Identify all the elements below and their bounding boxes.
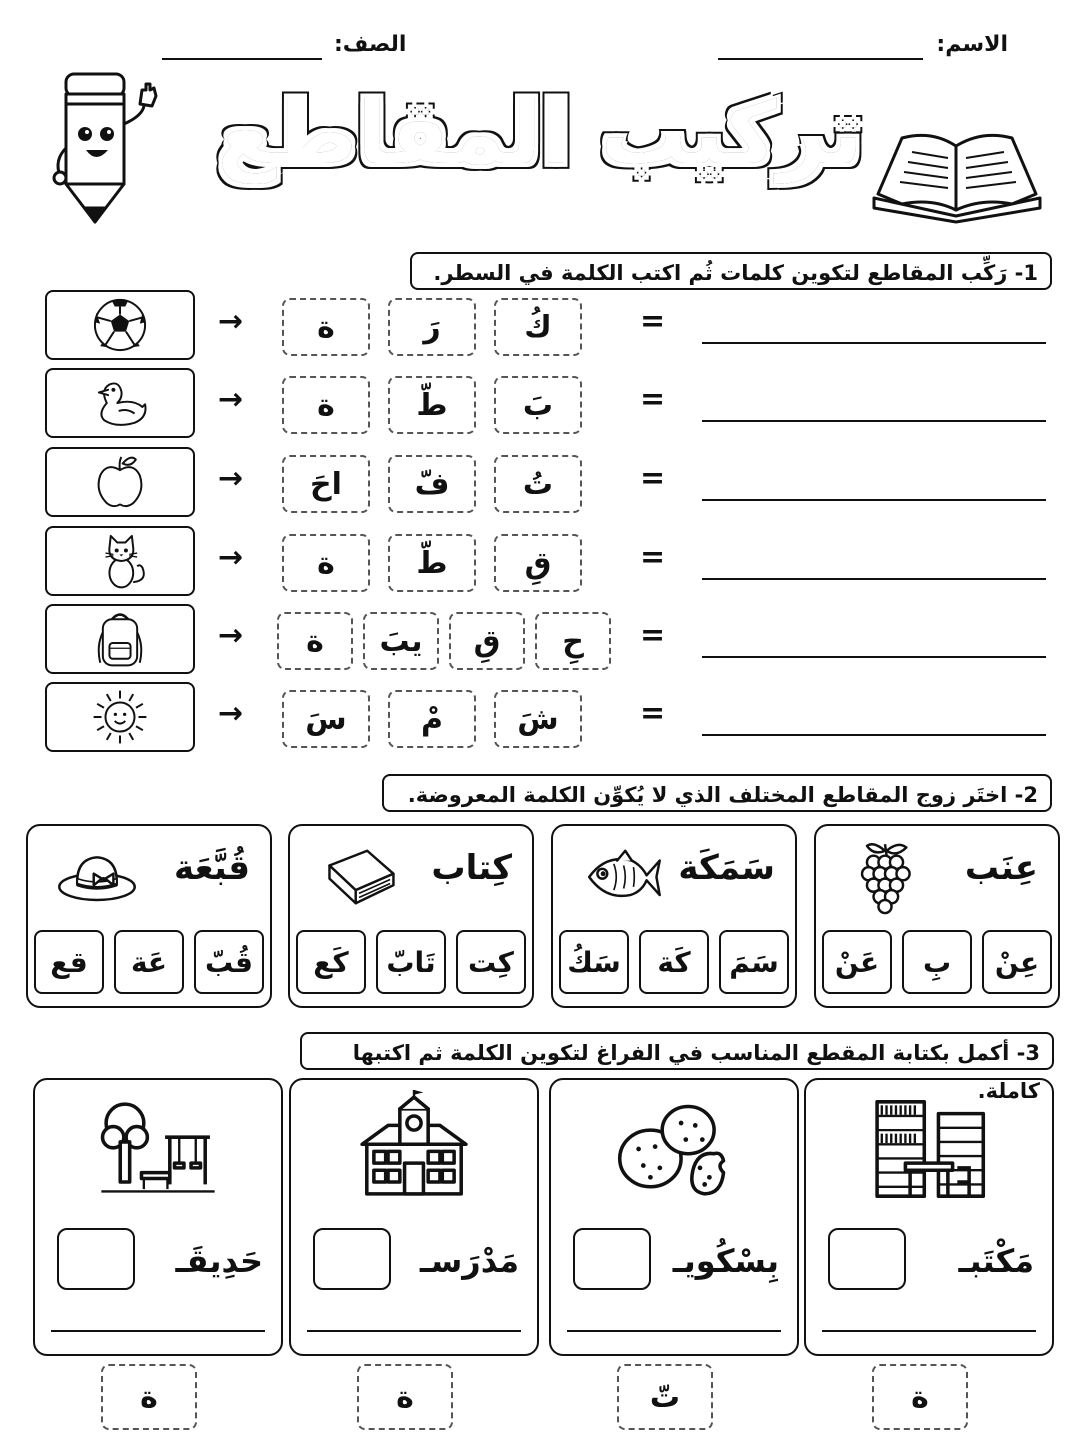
syllable-option[interactable]: سَمَ — [719, 930, 789, 994]
hint-syllable: تّ — [617, 1364, 713, 1430]
grapes-icon — [835, 836, 935, 918]
syllable-option[interactable]: قع — [34, 930, 104, 994]
card-word: سَمَكَة — [678, 848, 775, 888]
equals-sign: = — [640, 461, 666, 496]
answer-line[interactable] — [702, 420, 1046, 422]
card-word: قُبَّعَة — [174, 848, 250, 888]
syllable-box[interactable]: حِ — [535, 612, 611, 670]
hint-syllable: ة — [357, 1364, 453, 1430]
syllable-box[interactable]: طّ — [388, 376, 476, 434]
equals-sign: = — [640, 618, 666, 653]
section2-instruction: 2- اختَر زوج المقاطع المختلف الذي لا يُكوِّن الكلمة المعروضة. — [382, 774, 1052, 812]
card-picture — [824, 1088, 1034, 1210]
library-icon — [829, 1090, 1029, 1208]
open-book-icon — [872, 124, 1042, 224]
picture-box — [45, 290, 195, 360]
partial-word: مَدْرَسـ — [419, 1242, 519, 1280]
picture-box — [45, 604, 195, 674]
blank-box[interactable] — [573, 1228, 651, 1290]
pencil-mascot-icon — [52, 64, 172, 229]
syllable-box[interactable]: يبَ — [363, 612, 439, 670]
syllable-option[interactable]: كِت — [456, 930, 526, 994]
card-icon — [830, 832, 940, 922]
answer-line[interactable] — [702, 656, 1046, 658]
syllable-option[interactable]: سَكُ — [559, 930, 629, 994]
picture-box — [45, 526, 195, 596]
apple-icon — [87, 449, 153, 515]
answer-line[interactable] — [702, 578, 1046, 580]
syllable-box[interactable]: ة — [282, 534, 370, 592]
blank-box[interactable] — [57, 1228, 135, 1290]
syllable-box[interactable]: فّ — [388, 455, 476, 513]
section3-instruction: 3- أكمل بكتابة المقطع المناسب في الفراغ لتكوين الكلمة ثم اكتبها كاملة. — [300, 1032, 1054, 1070]
syllable-option[interactable]: بِ — [902, 930, 972, 994]
hint-syllable: ة — [872, 1364, 968, 1430]
card-picture — [569, 1088, 779, 1210]
duck-icon — [87, 370, 153, 436]
syllable-box[interactable]: ة — [282, 298, 370, 356]
class-line[interactable] — [162, 58, 322, 60]
answer-line[interactable] — [567, 1330, 781, 1332]
book-icon — [309, 836, 409, 918]
answer-line[interactable] — [702, 342, 1046, 344]
arrow-icon: → — [218, 540, 244, 575]
card-icon — [42, 832, 152, 922]
park-icon — [58, 1090, 258, 1208]
card-icon — [304, 832, 414, 922]
card-picture — [53, 1088, 263, 1210]
answer-line[interactable] — [307, 1330, 521, 1332]
picture-box — [45, 368, 195, 438]
syllable-box[interactable]: سَ — [282, 690, 370, 748]
syllable-box[interactable]: طّ — [388, 534, 476, 592]
worksheet-title: تركيب المقاطع — [217, 84, 863, 184]
answer-line[interactable] — [702, 499, 1046, 501]
arrow-icon: → — [218, 618, 244, 653]
answer-line[interactable] — [822, 1330, 1036, 1332]
partial-word: مَكْتَبـ — [958, 1242, 1034, 1280]
syllable-box[interactable]: قِ — [494, 534, 582, 592]
syllable-box[interactable]: مْ — [388, 690, 476, 748]
syllable-box[interactable]: تُ — [494, 455, 582, 513]
card-word: عِنَب — [964, 848, 1038, 888]
partial-word: بِسْكُويـ — [672, 1242, 779, 1280]
syllable-option[interactable]: كَع — [296, 930, 366, 994]
syllable-option[interactable]: عِنْ — [982, 930, 1052, 994]
card-icon — [567, 832, 677, 922]
syllable-box[interactable]: بَ — [494, 376, 582, 434]
arrow-icon: → — [218, 461, 244, 496]
arrow-icon: → — [218, 304, 244, 339]
equals-sign: = — [640, 382, 666, 417]
card-picture — [309, 1088, 519, 1210]
syllable-option[interactable]: تَابّ — [376, 930, 446, 994]
arrow-icon: → — [218, 696, 244, 731]
blank-box[interactable] — [313, 1228, 391, 1290]
syllable-box[interactable]: رَ — [388, 298, 476, 356]
syllable-box[interactable]: قِ — [449, 612, 525, 670]
syllable-box[interactable]: ة — [277, 612, 353, 670]
card-word: كِتاب — [431, 848, 512, 888]
syllable-option[interactable]: قُبّ — [194, 930, 264, 994]
arrow-icon: → — [218, 382, 244, 417]
equals-sign: = — [640, 304, 666, 339]
school-icon — [314, 1090, 514, 1208]
cookies-icon — [574, 1090, 774, 1208]
syllable-box[interactable]: ة — [282, 376, 370, 434]
hat-icon — [47, 836, 147, 918]
section1-instruction: 1- رَكِّب المقاطع لتكوين كلمات ثُم اكتب الكلمة في السطر. — [410, 252, 1052, 290]
picture-box — [45, 682, 195, 752]
syllable-box[interactable]: احَ — [282, 455, 370, 513]
name-line[interactable] — [718, 58, 923, 60]
cat-icon — [87, 528, 153, 594]
hint-syllable: ة — [101, 1364, 197, 1430]
backpack-icon — [87, 606, 153, 672]
syllable-box[interactable]: كُ — [494, 298, 582, 356]
equals-sign: = — [640, 696, 666, 731]
syllable-option[interactable]: كَة — [639, 930, 709, 994]
fish-icon — [572, 836, 672, 918]
answer-line[interactable] — [51, 1330, 265, 1332]
syllable-option[interactable]: عَنْ — [822, 930, 892, 994]
class-label: الصف: — [334, 32, 407, 57]
syllable-box[interactable]: شَ — [494, 690, 582, 748]
answer-line[interactable] — [702, 734, 1046, 736]
name-label: الاسم: — [936, 32, 1008, 57]
syllable-option[interactable]: عَة — [114, 930, 184, 994]
sun-icon — [87, 684, 153, 750]
equals-sign: = — [640, 540, 666, 575]
picture-box — [45, 447, 195, 517]
blank-box[interactable] — [828, 1228, 906, 1290]
partial-word: حَدِيقَـ — [175, 1242, 263, 1280]
soccer-ball-icon — [87, 292, 153, 358]
